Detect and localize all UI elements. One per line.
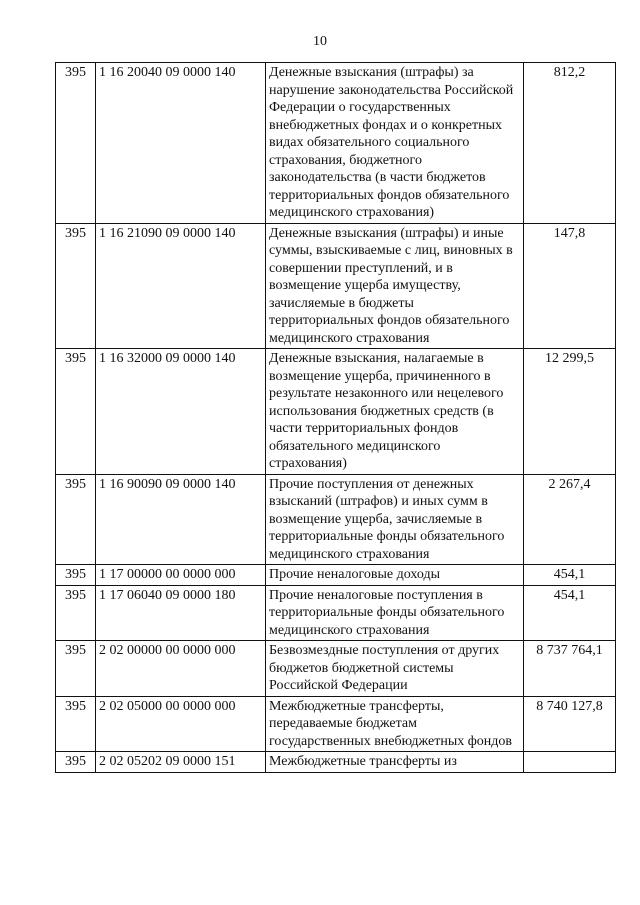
budget-revenue-table: [55, 62, 616, 773]
revenue-name-cell: Межбюджетные трансферты, передаваемые бюджетам государственных внебюджетных фондов: [266, 696, 524, 752]
budget-classification-code-cell: 1 16 20040 09 0000 140: [96, 63, 266, 224]
admin-code-cell: 395: [56, 641, 96, 697]
admin-code-cell: 395: [56, 752, 96, 773]
budget-classification-code-cell: 1 17 00000 00 0000 000: [96, 565, 266, 586]
amount-cell: 2 267,4: [524, 474, 616, 565]
revenue-name-cell: Денежные взыскания, налагаемые в возмещение ущерба, причиненного в результате незаконного или нецелевого использования бюджетных средств (в части территориальных фондов обязательного медицинского страхования): [266, 349, 524, 475]
revenue-name-cell: Денежные взыскания (штрафы) за нарушение законодательства Российской Федерации о государственных внебюджетных фондах и о конкретных видах обязательного социального страхования, бюджетного законодательства (в части бюджетов территориальных фондов обязательного медицинского страхования): [266, 63, 524, 224]
amount-cell: 8 740 127,8: [524, 696, 616, 752]
budget-classification-code-cell: 1 17 06040 09 0000 180: [96, 585, 266, 641]
table-row: [56, 63, 616, 224]
admin-code-cell: 395: [56, 63, 96, 224]
revenue-name-cell: Прочие поступления от денежных взысканий (штрафов) и иных сумм в возмещение ущерба, зачисляемые в территориальные фонды обязательного медицинского страхования: [266, 474, 524, 565]
page-number: 10: [313, 34, 327, 49]
budget-classification-code-cell: 2 02 05202 09 0000 151: [96, 752, 266, 773]
budget-classification-code-cell: 2 02 05000 00 0000 000: [96, 696, 266, 752]
amount-cell: 454,1: [524, 585, 616, 641]
table-row: [56, 565, 616, 586]
table-row: [56, 752, 616, 773]
budget-classification-code-cell: 1 16 90090 09 0000 140: [96, 474, 266, 565]
amount-cell: 454,1: [524, 565, 616, 586]
table-row: [56, 696, 616, 752]
amount-cell: [524, 752, 616, 773]
budget-classification-code-cell: 2 02 00000 00 0000 000: [96, 641, 266, 697]
revenue-name-cell: Межбюджетные трансферты из: [266, 752, 524, 773]
amount-cell: 12 299,5: [524, 349, 616, 475]
amount-cell: 8 737 764,1: [524, 641, 616, 697]
table-row: [56, 641, 616, 697]
admin-code-cell: 395: [56, 696, 96, 752]
admin-code-cell: 395: [56, 565, 96, 586]
table-row: [56, 349, 616, 475]
amount-cell: 812,2: [524, 63, 616, 224]
admin-code-cell: 395: [56, 474, 96, 565]
admin-code-cell: 395: [56, 349, 96, 475]
table-row: [56, 223, 616, 349]
admin-code-cell: 395: [56, 223, 96, 349]
budget-classification-code-cell: 1 16 21090 09 0000 140: [96, 223, 266, 349]
amount-cell: 147,8: [524, 223, 616, 349]
revenue-name-cell: Денежные взыскания (штрафы) и иные суммы, взыскиваемые с лиц, виновных в совершении преступлений, и в возмещение ущерба имуществу, зачисляемые в бюджеты территориальных фондов обязательного медицинского страхования: [266, 223, 524, 349]
revenue-name-cell: Прочие неналоговые поступления в территориальные фонды обязательного медицинского страхования: [266, 585, 524, 641]
revenue-name-cell: Безвозмездные поступления от других бюджетов бюджетной системы Российской Федерации: [266, 641, 524, 697]
budget-classification-code-cell: 1 16 32000 09 0000 140: [96, 349, 266, 475]
revenue-name-cell: Прочие неналоговые доходы: [266, 565, 524, 586]
admin-code-cell: 395: [56, 585, 96, 641]
table-row: [56, 474, 616, 565]
table-row: [56, 585, 616, 641]
